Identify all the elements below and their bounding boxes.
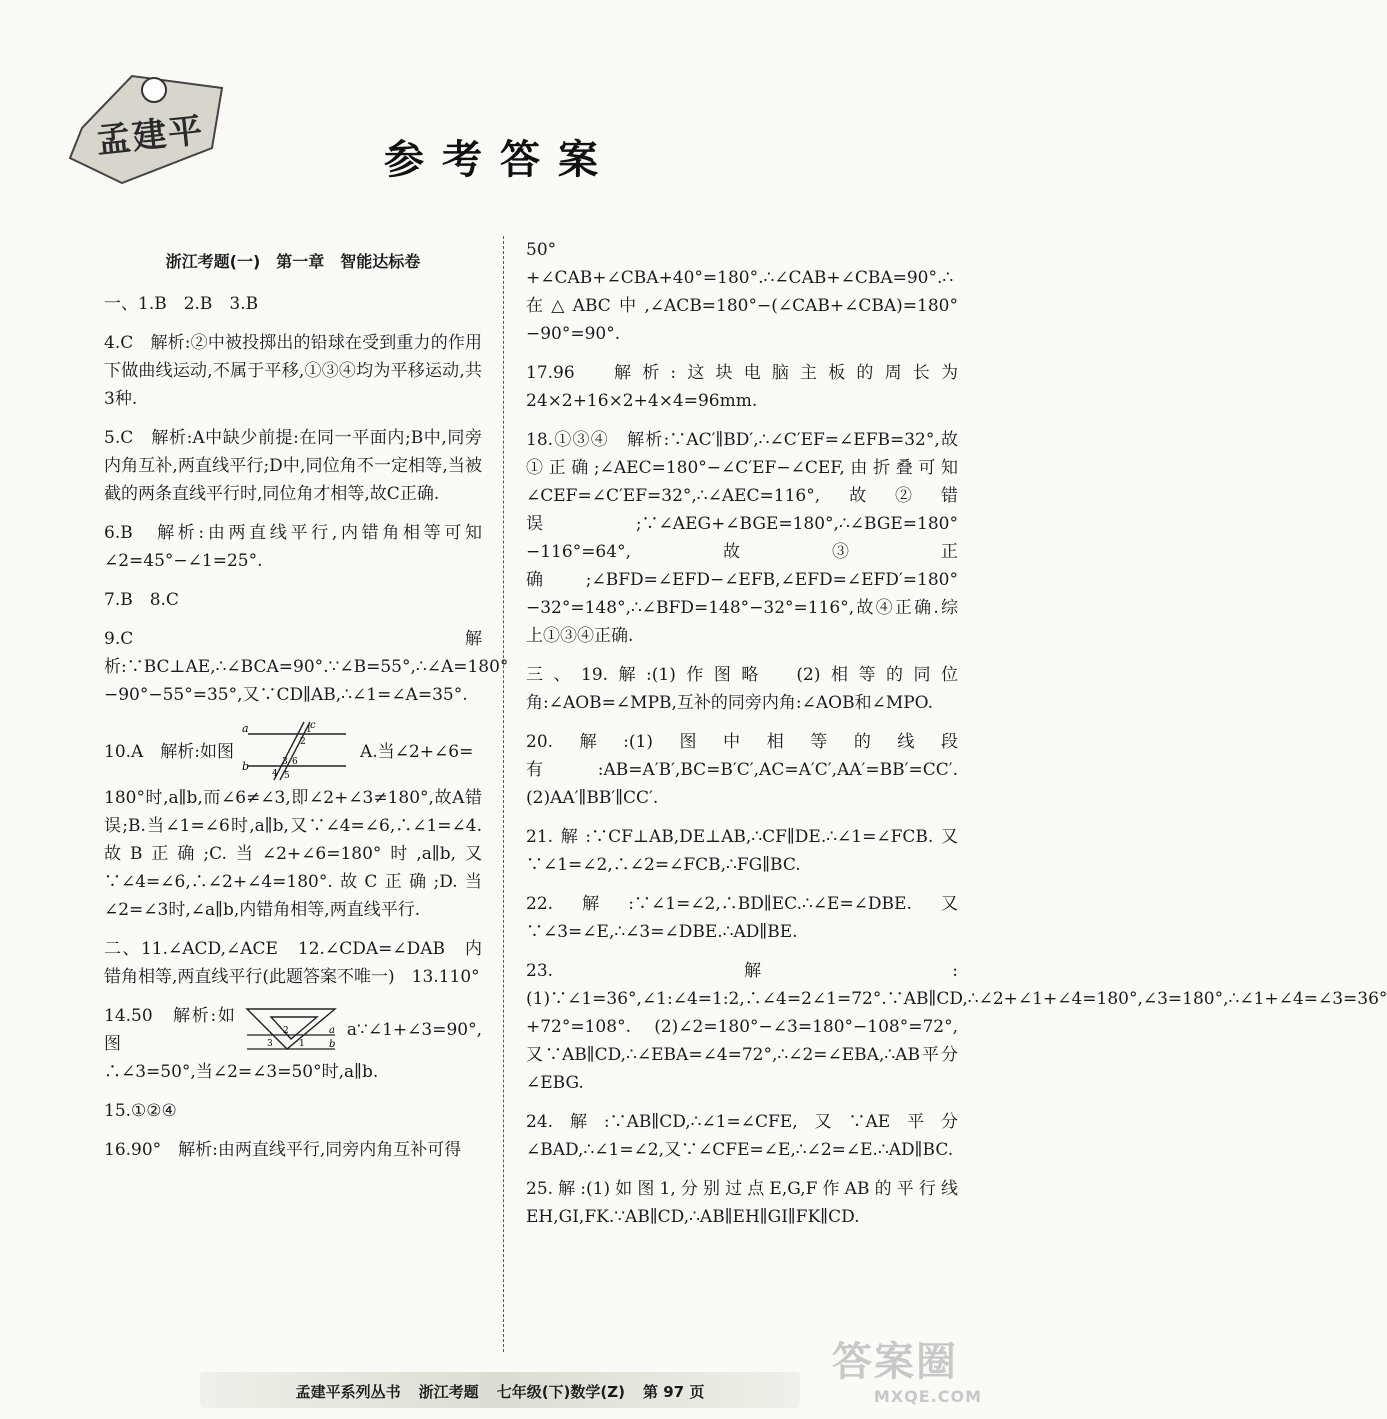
angle-3: 3: [282, 757, 288, 767]
answer-item: 23.解:(1)∵∠1=36°,∠1:∠4=1:2,∴∠4=2∠1=72°.∵AB∥CD,∴∠2+∠1+∠4=180°,∠3=180°,∴∠1+∠4=∠3=36°+72°=108°. (2)∠2=180°−∠3=180°−108°=72°,又∵AB∥CD,∴∠EBA=∠4=72°,∴∠2=∠EBA,∴AB平分∠EBG.: [526, 961, 1387, 1093]
answer-item-14: [104, 1002, 482, 1086]
label-a: a: [328, 1025, 335, 1036]
footer-series: 孟建平系列丛书: [295, 1382, 401, 1401]
footer-page: 第 97 页: [643, 1382, 705, 1401]
logo-text: 孟建平: [94, 110, 207, 162]
angle-1: 1: [298, 1039, 305, 1049]
item14-head: 14.50 解析:如图: [104, 1006, 235, 1054]
answer-item: 二、11.∠ACD,∠ACE 12.∠CDA=∠DAB 内错角相等,两直线平行(此题答案不唯一) 13.110°: [104, 939, 482, 987]
page-footer: [200, 1376, 800, 1406]
section-title: 浙江考题(一) 第一章 智能达标卷: [165, 252, 421, 271]
answer-item: 9.C 解析:∵BC⊥AE,∴∠BCA=90°.∵∠B=55°,∴∠A=180°−90°−55°=35°,又∵CD∥AB,∴∠1=∠A=35°.: [104, 629, 509, 705]
footer-exam: 浙江考题: [418, 1382, 479, 1401]
item10-tail: A.当∠2+∠6=: [360, 742, 474, 762]
answer-item: 一、1.B 2.B 3.B: [104, 294, 259, 314]
item14-tail: a∵∠1+∠3=90°,: [346, 1020, 482, 1040]
answer-item-10: [104, 720, 482, 924]
triangle-ruler-figure: [243, 1005, 339, 1055]
answer-item: 6.B 解析:由两直线平行,内错角相等可知∠2=45°−∠1=25°.: [104, 523, 482, 571]
angle-6: 6: [292, 757, 298, 767]
answer-item: 三、19.解:(1)作图略 (2)相等的同位角:∠AOB=∠MPB,互补的同旁内角:∠AOB和∠MPO.: [526, 665, 958, 713]
answer-item: 50°+∠CAB+∠CBA+40°=180°.∴∠CAB+∠CBA=90°.∴在△ABC中,∠ACB=180°−(∠CAB+∠CBA)=180°−90°=90°.: [526, 240, 958, 344]
answer-item: 18.①③④ 解析:∵AC′∥BD′,∴∠C′EF=∠EFB=32°,故①正确;∠AEC=180°−∠C′EF−∠CEF,由折叠可知∠CEF=∠C′EF=32°,∴∠AEC=116°,故②错误;∵∠AEG+∠BGE=180°,∴∠BGE=180°−116°=64°,故③正确;∠BFD=∠EFD−∠EFB,∠EFD=∠EFD′=180°−32°=148°,∴∠BFD=148°−32°=116°,故④正确.综上①③④正确.: [526, 430, 958, 646]
item10-head: 10.A 解析:如图: [104, 742, 235, 762]
watermark-bottom: MXQE.COM: [873, 1387, 982, 1406]
item10-body: 180°时,a∥b,而∠6≠∠3,即∠2+∠3≠180°,故A错误;B.当∠1=∠6时,a∥b,又∵∠4=∠6,∴∠1=∠4.故B正确;C.当∠2+∠6=180°时,a∥b,又∵∠4=∠6,∴∠2+∠4=180°.故C正确;D.当∠2=∠3时,∠a∥b,内错角相等,两直线平行.: [104, 788, 482, 920]
answer-item: 25.解:(1)如图1,分别过点E,G,F作AB的平行线EH,GI,FK.∵AB∥CD,∴AB∥EH∥GI∥FK∥CD.: [526, 1179, 958, 1227]
answer-item: 16.90° 解析:由两直线平行,同旁内角互补可得: [104, 1140, 462, 1160]
label-a: a: [242, 722, 249, 735]
answer-item: 17.96 解析:这块电脑主板的周长为24×2+16×2+4×4=96mm.: [526, 363, 958, 411]
label-b: b: [242, 760, 250, 773]
answer-item: 5.C 解析:A中缺少前提:在同一平面内;B中,同旁内角互补,两直线平行;D中,同位角不一定相等,当被截的两条直线平行时,同位角才相等,故C正确.: [104, 428, 482, 504]
angle-2: 2: [282, 1026, 289, 1036]
answer-item: 21.解:∵CF⊥AB,DE⊥AB,∴CF∥DE.∴∠1=∠FCB.又∵∠1=∠2,∴∠2=∠FCB,∴FG∥BC.: [526, 827, 958, 875]
answer-item: 4.C 解析:②中被投掷出的铅球在受到重力的作用下做曲线运动,不属于平移,①③④均为平移运动,共3种.: [104, 333, 482, 409]
left-column: [104, 236, 509, 1175]
label-c: c: [310, 720, 316, 731]
angle-5: 5: [284, 771, 290, 781]
right-column: [526, 236, 1387, 1242]
parallel-lines-figure: [242, 720, 352, 784]
footer-grade: 七年级(下)数学(Z): [496, 1382, 625, 1401]
watermark: [832, 1330, 982, 1410]
angle-3: 3: [266, 1039, 273, 1049]
angle-1: 1: [306, 725, 312, 735]
watermark-top: 答案圈: [832, 1339, 958, 1385]
item14-body: ∴∠3=50°,当∠2=∠3=50°时,a∥b.: [104, 1062, 379, 1082]
answer-item: 20.解:(1)图中相等的线段有:AB=A′B′,BC=B′C′,AC=A′C′,AA′=BB′=CC′. (2)AA′∥BB′∥CC′.: [526, 732, 975, 808]
answer-item: 24.解:∵AB∥CD,∴∠1=∠CFE,又∵AE平分∠BAD,∴∠1=∠2,又∵∠CFE=∠E,∴∠2=∠E.∴AD∥BC.: [526, 1112, 958, 1160]
column-divider: [503, 236, 504, 1352]
answer-item: 15.①②④: [104, 1101, 177, 1121]
angle-2: 2: [300, 737, 306, 747]
angle-4: 4: [272, 769, 278, 779]
answer-item: 7.B 8.C: [104, 590, 179, 610]
label-b: b: [328, 1039, 336, 1050]
page-title: 参考答案: [384, 137, 616, 183]
answer-item: 22.解:∵∠1=∠2,∴BD∥EC.∴∠E=∠DBE.又∵∠3=∠E,∴∠3=∠DBE.∴AD∥BE.: [526, 894, 958, 942]
